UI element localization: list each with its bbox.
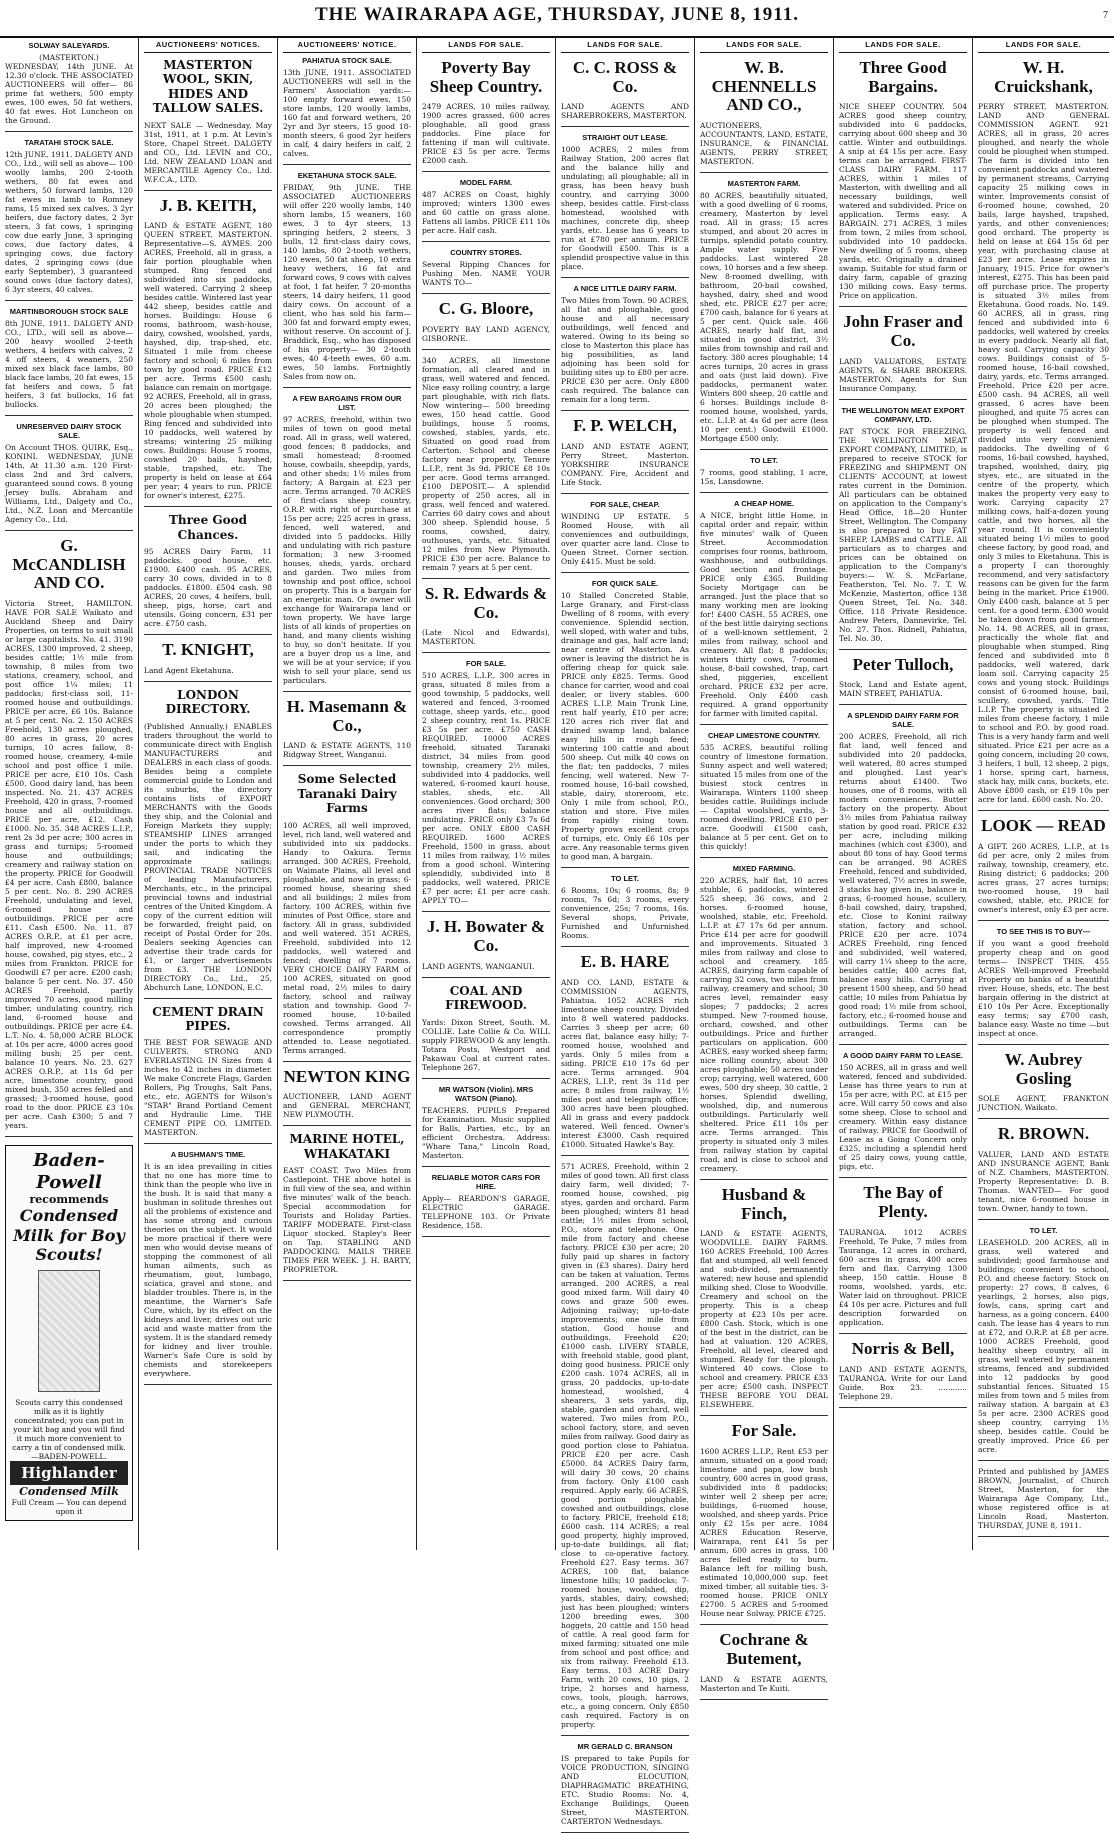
advertisement-block [144,197,272,501]
advertisement-text: NICE SHEEP COUNTRY. 504 ACRES good sheep country, subdivided into 6 paddocks, carrying about 600 sheep and 30 cattle. Winter and outbuildings. A snip at £4 15s per acre. Easy terms can be arranged. FIRST-CLASS DAIRY FARM. 117 ACRES, within 1 miles of Masterton, with dwelling and all necessary buildings, well watered and subdivided. Price on application. Terms easy. A BARGAIN. 271 ACRES, 3 miles from town, 2 miles from school, subdivided into 10 paddocks. New dwelling of 5 rooms, sheep yards, etc. Originally a drained swamp. Suitable for stud farm or dairy farm, capable of grazing 130 milking cows. Easy terms. Price on application. [839,102,967,301]
advertisement-block [144,641,272,675]
divider [144,506,272,507]
advertisement-block [700,864,828,1173]
advertisement-block [283,772,411,1054]
divider [422,1166,550,1167]
sale-heading: MR GERALD C. BRANSON [577,1741,673,1751]
advertisement-block [283,171,411,381]
advertisement-block [422,248,550,287]
advertiser-name: NEWTON KING [283,1066,411,1086]
advertisement-block [5,138,133,294]
sale-heading: TO LET. [1029,1226,1058,1236]
advertisement-block [283,56,411,158]
column-8 [973,38,1114,1550]
divider [700,1699,828,1700]
advertisement-text: 510 ACRES, L.I.P., 300 acres in grass, situated 8 miles from a good township, 5 paddocks, well watered and fenced, 3-roomed cottage, sheep yards, etc., good 2 sheep country, rent 1s. PRICE £3 5s per acre. £750 CASH REQUIRED. 10000 ACRES freehold, situated Taranaki district, 34 miles from good township, creamery 2½ miles, subdivided into 4 paddocks, well watered, 6-roomed kauri house, stables, sheds, etc. All conveniences. Good orchard; 300 acres river flats; balance undulating. PRICE only £3 7s 6d per acre. ONLY £800 CASH REQUIRED. 1600 ACRES Freehold, 1500 in grass, about 11 miles from railway, 1½ miles from a good school. Wintering splendidly, subdivided into 8 paddocks, well watered. PRICE £7 per acre; £1 per acre cash. APPLY TO— [422,671,550,906]
advertisement-block [422,1173,550,1230]
page-number: 7 [1103,10,1108,21]
column-7 [834,38,972,1550]
advertisement-text: FAT STOCK FOR FREEZING. THE WELLINGTON MEAT EXPORT COMPANY, LIMITED, is prepared to receive STOCK for FREEZING and SHIPMENT ON CLIENTS' ACCOUNT, at lowest rates current in the Dominion. All particulars can be obtained on application to the Company's Head Office, 18—20 Hunter Street, Wellington. The Company is also prepared to buy FAT SHEEP, LAMBS and CATTLE. All particulars as to charges and prices can be obtained on application to the Company's buyers:— W. S. McFarlane, Featherston, Tel. No. 7. T. W. McKenzie, Masterton, office 138 Queen Street, Tel. No. 348. Office, 118 Private Residence. Andrew Peters, Dannevirke, Tel. No. 27. Thos. Ridnell, Pahiatua, Tel. No. 30. [839,426,967,643]
advertisement-block [839,1051,967,1171]
advertisement-block [144,1005,272,1138]
divider [839,306,967,307]
advertiser-name: F. P. WELCH, [573,416,677,436]
sale-heading: STRAIGHT OUT LEASE. [582,133,668,143]
advertisement-text: 2479 ACRES, 10 miles railway, 1900 acres grassed, 600 acres ploughable, all good grass paddocks. Fine place for fattening if man will cultivate. PRICE £3 5s per acre. Terms £2000 cash. [422,102,550,166]
divider [561,946,689,947]
divider [839,1407,967,1408]
divider [144,998,272,999]
sale-heading: UNRESERVED DAIRY STOCK SALE. [16,422,122,440]
advertisement-block [561,1742,689,1826]
advertisement-block [561,59,689,120]
advertisement-block [422,659,550,905]
divider [422,911,550,912]
sale-heading: A FEW BARGAINS FROM OUR LIST. [292,394,402,412]
sale-heading: TO LET. [750,456,778,466]
divider [839,399,967,400]
advertiser-name: Poverty Bay Sheep Country. [429,58,543,96]
divider [422,349,550,350]
advertiser-name: John Fraser and Co. [843,312,963,351]
advertisement-text: 200 ACRES, Freehold, all rich flat land, well fenced and subdivided into 20 paddocks, well watered, 80 acres stumped and ploughed. Last year's returns about £1400. Two houses, one of 8 rooms, with all modern conveniences. Butter factory on the property. About 3½ miles from Pahiatua railway station by good road. PRICE £32 per acre, including milking machines (which cost £300), and about 80 tons of hay. Good terms can be arranged. 98 ACRES Freehold, fenced and subdivided, well watered, 7½ acres in swede, 3 stacks hay given in, balance in grass, 6-roomed house, scullery, 8-bail cowshed, dairy, trapshed, etc. Close to Konini railway station, factory and school. PRICE £20 per acre. 1074 ACRES Freehold, ring fenced and subdivided, well watered, will carry 1¼ sheep to the acre, besides cattle; 400 acres flat, balance easy hills. Carrying at present 1500 sheep, and 50 head cattle; 10 miles from Pahiatua by good road; 1½ mile from school, factory, etc.; 6-roomed house and outbuildings. Terms can be arranged. [839,732,967,1039]
divider [422,578,550,579]
sale-heading: THE WELLINGTON MEAT EXPORT COMPANY, LTD. [841,405,965,424]
advertiser-name: S. R. Edwards & Co. [424,584,548,622]
advertisement-text: Stock, Land and Estate agent, MAIN STREET, PAHIATUA. [839,680,967,699]
divider [561,277,689,278]
advertisement-text: 80 ACRES, beautifully situated, with a good dwelling of 6 rooms, creamery, Masterton by level road. All in grass; 15 acres stumped, and about 20 acres in turnips, splendid potato country. Ample water supply. Five paddocks. Last wintered 28 cows, 10 horses and a few sheep. New 8-roomed dwelling, with bathroom, 20-bail cowshed, hayshed, dairy, shed and wood shed, etc. PRICE £27 per acre; £700 cash, balance for 6 years at 5 per cent. Quick sale. 466 ACRES, nearly half flat, and situated in good district, 3½ miles from township and rail and factory. 380 acres ploughable; 14 acres turnips, 20 acres in grass and oats (just laid down). Five paddocks, permanent water. Winters 800 sheep, 20 cattle and 6 horses. Buildings include 8-roomed house, woolshed, yards, etc. L.I.P. at 4s 6d per acre (less 10 per cent.) Goodwill £1000. Mortgage £500 only. [700,191,828,444]
advertisement-text: LAND AGENTS AND SHAREBROKERS, MASTERTON. [561,102,689,121]
masthead [0,0,1114,38]
divider [5,131,133,132]
advertiser-name: Three Good Bargains. [859,58,947,96]
advertisement-text: PERRY STREET, MASTERTON. LAND AND GENERAL COMMISSION AGENT. 921 ACRES, all in grass, 20 acres ploughed, and nearly the whole could be ploughed when stumped. The farm is divided into ten convenient paddocks and watered by permanent streams. Carrying capacity 25 milking cows in winter. Improvements consist of 6-roomed house, cowshed, 20 bails, large hayshed, trapshed, yards, and other conveniences; good orchard. The property is held on lease at £64 15s 6d per year, with purchasing clause at £23 per acre. Lease expires in January, 1915. Price for owner's interest, £275. This has been paid off purchase price. The property is situated 3½ miles from Eketahuna. Good roads. No. 149. 60 ACRES, all in grass, ring fenced and subdivided into 6 paddocks, well watered by creeks in every paddock. Nearly all flat, heavy soil. Carrying capacity 30 cows. Buildings consist of 5-roomed house, 16-bail cowshed, dairy, yards, etc. Terms arranged. Freehold. Price £20 per acre. £500 cash. 94 ACRES, all well grassed, 6 acres have been ploughed, and quite 75 acres can be ploughed when stumped. The property is well fenced and divided into very convenient paddocks. The dwelling of 6 rooms, 16-bail cowshed, hayshed, trapshed, woolshed, dairy, pig styes, etc., are situated in the centre of the property, which makes the property very easy to work. Carrying capacity 27 milking cows, half-a-dozen young cattle, and two horses, all the year round. It is conveniently situated being 1½ miles to good cheese factory, by good road, and only 3 miles to Eketahuna. This is a property I can thoroughly recommend, and very satisfactory reasons can be given for the farm being in the market. Price £1900. Only £400 cash, balance at 5 per cent. for a good term. £300 would be taken down from good farmer. No. 14. 98 ACRES, all in grass, practically the whole flat and ploughable when stumped. Ring fenced and subdivided into 8 paddocks, well watered, dark loam soil. Carrying capacity 25 cows and young stock. Buildings consist of 6-roomed house, bail, scullery, cowshed, yards. Title L.I.P. The property is situated 2 miles from cheese factory, 1 mile to school and P.O. by good road. This is a very handy farm and well situated. Price £21 per acre as a going concern, including 20 cows, 3 heifers, 1 bull, 12 sheep, 2 pigs, 1 horse, spring cart, harness, stack hay, milk cans, buckets, etc. Above £800 cash, or £19 10s per acre for land. £600 cash. No. 20. [978,102,1109,805]
advertisement-text: (Late Nicol and Edwards), MASTERTON. [422,628,550,647]
advertisement-block [700,1186,828,1409]
advertisement-block [561,953,689,1149]
advertiser-name: C. C. ROSS & Co. [572,58,678,96]
advertisement-text: NEXT SALE — Wednesday, May 31st, 1911, at 1 p.m. At Levin's Store, Chapel Street. DALGETY and CO., Ltd. LEVIN and CO., Ltd. NEW ZEALAND LOAN and MERCANTILE Agency Co., Ltd. W.F.C.A., LTD. [144,120,272,184]
divider [561,1735,689,1736]
sale-heading: MARTINBOROUGH STOCK SALE [9,307,129,316]
advertisement-text: 7 rooms, good stabling, 1 acre, 15s, Lansdowne. [700,468,828,487]
advertisement-block [839,1340,967,1401]
advertisement-block [144,513,272,628]
divider [700,172,828,173]
advertisement-text: LAND & ESTATE AGENT, 180 QUEEN STREET, MASTERTON. Representative—S. AYMES. 200 ACRES, Freehold, all in grass, a fair portion ploughable when stumped. Ring fenced and subdivided into six paddocks, well watered. Carrying 2 sheep besides cattle. Wintered last year 442 sheep, besides cattle and horses. Buildings: House 6 rooms, bathroom, wash-house, dairy, cowshed, woolshed, yards, hayshed, dip, trap-shed, etc. Situated 1 mile from cheese factory and school; 6 miles from town by good road. PRICE £12 per acre. Terms £500 cash; balance can remain on mortgage. 92 ACRES, Freehold, all in grass, 20 acres been ploughed; the whole ploughable when stumped. Ring fenced and subdivided into 10 paddocks, well watered by streams; wintering 25 milking cows. Buildings: House 5 rooms, cowshed 20 bails, hayshed, stable, trapshed, etc. The property is held on lease at £64 per year; 4 years to run. PRICE for owner's interest, £275. [144,221,272,501]
advertisement-heading: COAL AND FIREWOOD. [445,983,527,1013]
divider [283,691,411,692]
ad-product-line: Condensed Milk for Boy Scouts! [13,1206,125,1264]
divider [700,1415,828,1416]
divider [422,171,550,172]
column-3 [278,38,416,1550]
sale-heading: RELIABLE MOTOR CARS FOR HIRE. [431,1172,541,1191]
advertisement-text: EAST COAST. Two Miles from Castlepoint. THE above hotel is in full view of the sea, and within five minutes' walk of the beach. Special accommodation for Tourists and Holiday Parties. TARIFF MODERATE. First-class Liquor stocked. Stapley's Beer on Tap. STABLING AND PADDOCKING. MAILS THREE TIMES PER WEEK. J. H. BARTY, PROPRIETOR. [283,1166,411,1275]
advertisement-text: AND CO. LAND, ESTATE & COMMISSION AGENTS, Pahiatua. 1052 ACRES rich limestone sheep country. Divided into 8 well watered paddocks. Carries 3 sheep per acre; 60 acres flat, balance easy hilly; 7-roomed house, woolshed and yards. Only 5 miles from a siding. PRICE £10 17s 6d per acre. Terms arranged. 904 ACRES, L.I.P., rent 3s 11d per acre; 8 miles from railway, 1½ miles post and telegraph office; 300 acres have been ploughed. All in grass and every paddock watered. Well fenced. Owner's interest £3000. Cash required £1000. Situated Hawke's Bay. [561,977,689,1149]
advertisement-text: AUCTIONEERS, ACCOUNTANTS, LAND, ESTATE, INSURANCE, & FINANCIAL AGENTS, PERRY STREET, MASTERTON. [700,121,828,167]
divider [561,126,689,127]
divider [839,649,967,650]
sale-heading: FOR QUICK SALE. [591,579,659,589]
advertisement-text: LAND & ESTATE AGENTS, 110 Ridgway Street, Wanganui. [283,741,411,760]
sale-heading: PAHIATUA STOCK SALE. [302,56,392,65]
advertisement-block [561,133,689,271]
advertisement-block [839,59,967,300]
advertisement-block [5,307,133,409]
divider [978,1044,1109,1045]
advertisement-text: SOLE AGENT, FRANKTON JUNCTION, Waikato. [978,1094,1109,1113]
column-6 [695,38,833,1693]
advertiser-name: W. Aubrey Gosling [1004,1050,1083,1088]
advertisement-block [422,984,550,1072]
column-1 [0,38,138,1550]
advertisement-block [839,711,967,1038]
advertisement-block [422,585,550,646]
ad-subline: recommends [29,1193,109,1207]
advertisement-text: 13th JUNE, 1911. ASSOCIATED AUCTIONEERS will sell in the Farmers' Association yards:— 100 empty forward ewes, 150 store lambs, 120 woolly lambs, 160 fat and forward wethers, 20 2yr and 3yr steers, 15 good 18-month steers, 6 good 2yr heifers in calf, 4 dairy heifers in calf, 2 calves. [283,68,411,158]
divider [700,1624,828,1625]
advertisement-text: 220 ACRES, half flat, 10 acres stubble, 6 paddocks, wintered 525 sheep, 36 cows, and 2 horses. 6-roomed house, woolshed, stable, etc. Freehold. L.I.P. at £7 17s 6d per annum. Price £14 per acre for goodwill and improvements. Situated 3 miles from railway and close to school and creamery. 185 ACRES, dairying farm capable of carrying 32 cows, two miles from railway, creamery and school; 30 acres level, remainder easy slopes; 7 paddocks; 2 acres stumped. New 7-roomed house, orchard, cowshed, and other outbuildings. Price and further particulars on application. 600 ACRES, easy worked sheep farm; nice rolling country, about 300 acres ploughable; 50 acres under crop; carrying, well watered, 600 ewes, 500 dry sheep, 30 cattle, 2 horses. Splendid dwelling, woolshed, dip, and numerous outbuildings. Particularly well sheltered. Price £11 10s per acre. Terms arranged. This property is situated only 3 miles from railway station by capital road, and is close to school and creamery. [700,876,828,1174]
advertisement-block [5,537,133,1130]
advertisement-block [978,1125,1109,1213]
advertisement-text: It is an idea prevailing in cities that no one has more time to think than the people who live in the bush. It is said that many a bushman in solitude threshes out all the problems of existence and has some strong and curious theories on the subject. It would be more practical if there were men who would devise means of stopping the commonest of all human ailments, such as rheumatism, gout, lumbago, sciatica, gravel and stone, and bladder troubles. There is, in the meantime, the Warner's Safe Cure, which, by its effect on the kidneys and liver, drives out uric acid and waste matter from the system. It is the standard remedy for kidney and liver trouble. Warner's Safe Cure is sold by chemists and storekeepers everywhere. [144,1162,272,1379]
advertisement-text: 100 ACRES, all well improved, level, rich land, well watered and subdivided into six paddocks. Handy to Oakura. Terms arranged. 300 ACRES, Freehold, on Waimate Plains, all level and ploughable, and now in grass; 6-roomed house, shearing shed and all buildings; 2 miles from factory. 100 ACRES, within five minutes of Post Office, store and factory. All in grass, subdivided and well watered. 351 ACRES, Freehold, subdivided into 12 paddocks, well watered and fenced; dwelling of 7 rooms. VERY CHOICE DAIRY FARM of 100 ACRES, situated on good metal road, 2½ miles to dairy factory, school and railway station and township. Good 7-roomed house, 10-bailed cowshed. Terms arranged. All correspondence promptly attended to. Lease negotiated. Terms arranged. [283,820,411,1055]
advertisement-block [5,422,133,524]
advertisement-block [144,58,272,184]
advertisement-text: 571 ACRES, Freehold, within 2 miles of good town. All first class dairy farm, well divided; 7-roomed house, cowshed, pig styes, garden and orchard. Farm been ploughed; winters 81 head cattle; 1½ miles from school, P.O., store and telephone. One mile from factory and cheese factory. PRICE £30 per acre; 20 fully paid up shares in factory given in (£3 shares). Dairy herd can be taken at valuation. Terms arranged. 200 ACRES, a real good mixed farm. Will dairy 40 cows and graze 500 ewes. Adjoining railway; up-to-date improvements; one mile from station. Good house and outbuildings. Freehold £20; £1000 cash. LIVERY STABLE, with freehold stable, good plant, doing good business. PRICE only £200 cash. 1074 ACRES, all in grass, 20 paddocks, up-to-date homestead, woolshed, 4 shearers, 3 sets yards, dip, stable, garden and orchard, well watered. Two miles from P.O., school factory, store, and seven miles from railway. Good dairy as good portion close to Pahiatua. PRICE £20 per acre. Cash £5000. 84 ACRES Dairy farm, will dairy 30 cows, 20 chains from factory. Only £100 cash required. Apply early. 66 ACRES, good portion ploughable, cowshed and outbuildings, close to factory. PRICE, freehold £18; £600 cash. 114 ACRES; a real good property, highly improved, up-to-date buildings, all flat; close to co-operative factory. Freehold £27. Easy terms. 367 ACRES, 100 flat, balance limestone hills; 10 paddocks; 7-roomed house, woolshed, dip, yards, stables, dairy, cowshed; just has been ploughed; winters 1200 breeding ewes, 300 hoggets, 20 cattle and 150 head of cattle. A real good farm for mixed farming; situated one mile from school and post office; and six from railway. Freehold £13. Easy terms. 103 ACRE Dairy Farm, with 20 cows, 10 pigs, 2 tripe, 2 horses and harness, cows, tools, plough, harrows, etc., a going concern. Only £850 cash required. Factory is on property. [561,1161,689,1729]
divider [283,387,411,388]
advertisement-text: A GIFT. 260 ACRES, L.I.P., at 1s 6d per acre, only 2 miles from railway, township, creamery, etc. Rising district; 6 paddocks; 200 acres grass, 27 acres turnips; two-roomed house, 19 bail cowshed, stable, etc. PRICE for owner's interest, only £3 per acre. [978,842,1110,915]
divider [5,1136,133,1137]
advertisement-block [561,874,689,940]
advertisement-block [283,698,411,759]
divider [839,1044,967,1045]
divider [422,977,550,978]
advertisement-block [561,284,689,404]
advertisement-block [422,356,550,572]
advertisement-block [700,731,828,851]
ad-headline: Baden-Powell [33,1150,105,1193]
advertiser-name: LOOK — READ [981,816,1106,836]
advertisement-block [978,817,1109,914]
advertisement-text: 12th JUNE, 1911. DALGETY AND CO., Ltd., will sell as above— 100 woolly lambs, 200 2-tooth wethers, 80 fat ewes and wethers, 50 forward lambs, 120 fat ewes in lamb to Romney rams, 15 mixed sex calves, 3 2yr heifers, due factory dates, 2 3yr steers, 3 fat cows, 1 springing cow due early June, 3 springing cows, due factory dates, 4 springing cows, due factory dates, 2 springing cows (due early September), 3 guaranteed sound cows (due factory dates), 6 3yr steers, 40 calves. [5,150,133,294]
advertisement-block [5,41,133,125]
advertisement-text: POVERTY BAY LAND AGENCY, GISBORNE. [422,325,550,344]
divider [422,293,550,294]
advertisement-block [978,59,1109,804]
sale-subheading: (MASTERTON.) [39,53,99,62]
column-heading: AUCTIONEERS' NOTICE. [283,38,411,53]
advertisement-text: (Published Annually.) ENABLES traders throughout the world to communicate direct with English MANUFACTURERS and DEALERS in each class of goods. Besides being a complete commercial guide to London and its suburbs, the directory contains lists of EXPORT MERCHANTS with the Goods they ship, and the Colonial and Foreign Markets they supply; STEAMSHIP LINES arranged under the ports to which they sail, and indicating the approximate sailings; PROVINCIAL TRADE NOTICES of leading Manufacturers, Merchants, etc., in the principal provincial towns and industrial centres of the United Kingdom. A copy of the current edition will be forwarded, freight paid, on receipt of Postal Order for 20s. Dealers seeking Agencies can advertise their trade cards for £1, or larger advertisements from £3. THE LONDON DIRECTORY Co., Ltd., 25, Abchurch Lane, LONDON, E.C. [144,721,272,992]
divider [700,492,828,493]
advertisement-text: LEASEHOLD. 200 ACRES, all in grass, well watered and subdivided; good farmhouse and buildings; convenient to school, P.O. and cheese factory. Stock on property: 27 cows, 8 calves, 6 yearlings, 2 horses, also pigs, fowls, cans, spring cart and harness, as a going concern. £400 cash. The lease has 4 years to run at £72, and O.R.P. at £8 per acre. 1000 ACRES Freehold, good healthy sheep country, all in grass, well watered by permanent streams, fenced and subdivided into 12 paddocks by good substantial fences. Situated 15 miles from town and 5 miles from railway station. A bargain at £3 5s per acre. 2300 ACRES good sheep country, carrying 1½ sheep, besides cattle. Could be greatly improved. Price £6 per acre. [978,1238,1109,1455]
sale-heading: A CHEAP HOME. [733,499,794,509]
advertisement-text: LAND AND ESTATE AGENTS, TAURANGA. Write for our Land Guide. Box 23. ............ Telephone 29. [839,1364,967,1401]
advertisement-text: FRIDAY, 9th JUNE. THE ASSOCIATED AUCTIONEERS will offer 220 woolly lambs, 140 shorn lambs, 15 weaners, 160 ewes, 3 to 4yr steers, 13 springing heifers, 2 steers, 3 bulls, 12 first-class dairy cows, 140 lambs, 80 2-tooth wethers, 120 ewes, 50 fat sheep, 10 extra heavy wethers, 16 fat and forward cows, 9 cows with calves at foot, 1 fat heifer, 7 20-months steers, 14 dairy heifers, 11 good dairy cows. On account of a client, who has sold his farm— 300 fat and forward empty ewes, without reserve. On account of J. Braddick, Esq., who has disposed of his property— 30 2-tooth ewes, 40 4-teeth ewes, 60 a.m. ewes, 50 lambs. Fortnightly Sales from now on. [283,183,411,381]
sale-heading: TO LET. [611,874,639,884]
ad-brand-product: Condensed Milk [19,1485,119,1498]
masthead-title: THE WAIRARAPA AGE, THURSDAY, JUNE 8, 1911. [314,4,800,25]
advertisement-text: 97 ACRES, freehold, within two miles of town on good metal road. All in grass, well watered, good fences; 8 paddocks, and small homestead; 8-roomed house, cowbails, sheepdip, yards, and other sheds; 1½ miles from factory; A Bargain at £23 per acre. Terms arranged. 70 ACRES of first-class sheep country, O.R.P. with right of purchase at 15s per acre; 225 acres in grass, fenced, well watered, and divided into 5 paddocks. Hilly and undulating with rich pasture formation; 3 new 3-roomed houses, sheds, yards, orchard and garden. Two miles from township and post office, school on property. This is a bargain for an energetic man. Or owner will exchange for Wairarapa land or town property. We have large lists of all kinds of properties on hand, and many clients wishing to buy, so don't hesitate. If you are a buyer drop us a line, and we will be at your service; if you wish to sell your place, send us particulars. [283,415,411,685]
advertisement-block [839,656,967,699]
divider [978,810,1109,811]
advertisement-text: 340 ACRES, all limestone formation, all cleared and in grass, well watered and fenced. Nice easy rolling country, a large part ploughable, with rich flats. Now wintering— 500 breeding ewes, 150 head cattle. Good buildings, house 5 rooms, cowshed, stables, yards, etc. Situated on good road from Carterton. School and cheese factory near property. Tenure L.I.P., rent 3s 9d. PRICE £8 10s per acre. Good terms arranged. £100 DEPOSIT.— A splendid property of 250 acres, all in grass, well fenced and watered. Carries 60 dairy cows and about 300 sheep. Splendid house, 5 rooms, cowshed, dairy, outhouses, yards, etc. Situated 12 miles from New Plymouth. PRICE £30 per acre. Balance to remain 7 years at 5 per cent. [422,356,550,573]
divider [144,681,272,682]
advertisement-heading: MASTERTON WOOL, SKIN, HIDES AND TALLOW SALES. [152,58,264,116]
column-5 [556,38,694,1826]
advertisement-text: A NICE, bright little Home, in capital order and repair, within five minutes' walk of Queen Street. Accommodation comprises four rooms, bathroom, washhouse, and outbuildings. Good section and frontage. PRICE only £365. Building Society Mortgage can be arranged. Just the place that so many working men are looking for! £400 CASH. 55 ACRES, one of the best little dairying sections of a well-known settlement, 2 miles from railway, school and creamery. All flat; 8 paddocks; winters thirty cows, 7-roomed house, 8-bail cowshed, trap, cart shed, piggeries, excellent orchard. PRICE £32 per acre. Freehold. Only £400 cash required. A grand opportunity for farmer with limited capital. [700,511,828,719]
sale-heading: EKETAHUNA STOCK SALE. [297,171,397,180]
advertiser-name: Cochrane & Butement, [719,1630,809,1668]
ad-brand-name: Highlander [10,1461,128,1485]
column-heading: LANDS FOR SALE. [839,38,967,53]
divider [283,164,411,165]
divider [839,704,967,705]
advertiser-name: T. KNIGHT, [162,640,254,660]
advertisement-text: Several Ripping Chances for Pushing Men. NAME YOUR WANTS TO— [422,260,550,288]
advertisement-text: 8th JUNE, 1911. DALGETY AND CO., LTD., will sell as above— 200 heavy woolled 2-teeth wethers, 4 heifers with calves, 2 4 off steers, 4 weaners, 250 mixed sex black face lambs, 80 black face lambs, 20 fat ewes, 15 fat heifers and cows, 5 fat heifers, 3 fat bullocks, 16 fat bullocks. [5,319,133,409]
sale-heading: A SPLENDID DAIRY FARM FOR SALE. [847,711,959,730]
advertisement-block [561,579,689,861]
ad-tagline: Full Cream — You can depend upon it [11,1498,127,1517]
boy-scout-illustration [38,1270,100,1392]
advertisement-block [422,59,550,165]
advertisement-text: LAND AND ESTATE AGENT, Perry Street, Masterton. YORKSHIRE INSURANCE COMPANY. Fire, Accident and Life Stock. [561,442,689,488]
advertisement-block [700,59,828,166]
advertisement-text: Two Miles from Town. 90 ACRES, all flat and ploughable, good house and all necessary outbuildings, well fenced and watered. Owing to its being so close to Masterton this place has big possibilities, as land adjoining has been sold for building sites up to £80 per acre. PRICE £30 per acre. Only £800 cash required. The balance can remain for a long term. [561,296,689,405]
advertisement-text: Yards: Dixon Street, South. M. COLLIE. Late Collie & Co. WILL supply FIREWOOD & any length. Totara Posts, Westport and Pakawau Coal at current rates. Telephone 267. [422,1017,550,1072]
advertisement-text: AUCTIONEER, LAND AGENT and GENERAL MERCHANT, NEW PLYMOUTH. [283,1092,411,1120]
sale-heading: MASTERTON FARM. [727,179,801,189]
divider [5,530,133,531]
divider [283,1061,411,1062]
divider [839,1177,967,1178]
advertisement-block [700,179,828,443]
advertisement-block [561,500,689,566]
advertisement-text: LAND & ESTATE AGENTS, Masterton and Te Kuiti. [700,1674,828,1693]
advertiser-name: Husband & Finch, [721,1185,807,1223]
column-heading: LANDS FOR SALE. [978,38,1109,53]
advertisement-block [422,918,550,970]
advertiser-name: The Bay of Plenty. [863,1183,943,1222]
divider [978,1460,1109,1461]
advertisement-block [978,1226,1109,1454]
advertisement-text: LAND AGENTS, WANGANUI. [422,961,535,971]
advertisement-text: TEACHERS. PUPILS Prepared for Examination. Music supplied for Balls, Parties, etc., by an efficient Orchestra. Address: "Whare Tana," Lincoln Road, Masterton. [422,1105,550,1160]
divider [422,241,550,242]
advertisement-block [422,300,550,343]
advertiser-name: H. Masemann & Co., [286,697,408,735]
advertiser-name: E. B. HARE [580,952,670,972]
advertisement-text: Printed and published by JAMES BROWN, Journalist, of Church Street, Masterton, for the Wairarapa Age Company, Ltd., whose registered office is at Lincoln Road, Masterton. THURSDAY, JUNE 8, 1911. [978,1467,1109,1531]
sale-heading: MR WATSON (Violin). MRS WATSON (Piano). [438,1084,534,1103]
advertisement-heading: LONDON DIRECTORY. [165,687,251,717]
sale-heading: MODEL FARM. [459,178,513,188]
column-4 [417,38,555,1550]
advertisement-block [144,1150,272,1378]
advertisement-text: 10 Stalled Concreted Stable, Large Granary, and First-class Dwelling of 8 rooms, with every convenience. Splendid section, well sloped, with water and tubs, drainage and gas, half acre land; near centre of Masterton. As owner is leaving the district he is offering cheap for quick sale. PRICE only £825. Terms. Good chance for carrier, wood and coal dealer, or livery stables. 600 ACRES L.I.P. Main Trunk Line, rent half yearly, £10 per acre; 120 acres rich river flat and drained swamp land, balance easy hills in rough feed; wintering 100 cattle and about 500 sheep. Cut milk 40 cows on the flat; ten paddocks, 7 miles fencing, well watered. New 7-roomed house, 16-bail cowshed, stable, dairy, storeroom, etc. Only 1 mile from school, P.O., station and store. Five miles from rapidly rising town. Property grows excellent crops of turnips, etc. Only £6 10s per acre. Any reasonable terms given to good man. A bargain. [561,591,689,862]
advertisement-block [700,1631,828,1692]
advertisement-block [978,1051,1109,1112]
divider [700,1179,828,1180]
sale-heading: SOLWAY SALEYARDS. [28,41,110,50]
column-heading: LANDS FOR SALE. [422,38,550,53]
column-heading: LANDS FOR SALE. [561,38,689,53]
divider [283,1280,411,1281]
divider [5,300,133,301]
column-heading: AUCTIONEERS' NOTICES. [144,38,272,53]
divider [978,920,1109,921]
sale-heading: TARATAHI STOCK SALE. [24,138,114,147]
advertisement-text: 6 Rooms, 10s; 6 rooms, 8s; 9 rooms, 7s 6d; 3 rooms, every convenience, 25s; 7 rooms, 16s. Several shops, Private, Furnished and Unfurnished Rooms. [561,886,689,941]
divider [283,765,411,766]
divider [561,1155,689,1156]
advertisement-block [283,1132,411,1274]
advertisement-block [561,1162,689,1729]
sale-heading: CHEAP LIMESTONE COUNTRY. [708,731,820,741]
advertisement-text: Apply— REARDON'S GARAGE, ELECTRIC GARAGE. TELEPHONE 103. Or Private Residence, 158. [422,1193,550,1230]
advertiser-name: J. B. KEITH, [159,195,257,215]
advertisement-text: If you want a good freehold property cheap and on good terms— INSPECT THIS. 455 ACRES Well-improved Freehold Property on banks of a beautiful river. House, sheds, etc. The best bargain offering in the district at £10 10s Per Acre. Exceptionally easy terms; say £700 cash, balance easy. Waste no time —but inspect at once. [978,939,1109,1039]
advertisement-heading: CEMENT DRAIN PIPES. [152,1004,264,1033]
advertiser-name: For Sale. [731,1421,797,1441]
advertisement-heading: Three Good Chances. [168,513,248,542]
advertisement-text: IS prepared to take Pupils for VOICE PRODUCTION, SINGING AND ELOCUTION, DIAPHRAGMATIC BREATHING, ETC. Studio Rooms: No. 4, Exchange Buildings, Queen Street, MASTERTON. CARTERTON Wednesdays. [561,1753,689,1826]
divider [144,1384,272,1385]
divider [144,634,272,635]
advertisement-text: WINDING UP ESTATE. 5 Roomed House, with all conveniences and outbuildings, over quarter acre land. Close to Queen Street. Corner section. Only £415. Must be sold. [561,512,689,567]
divider [978,1536,1109,1537]
advertisement-text: VALUER, LAND AND ESTATE AND INSURANCE AGENT, Bank of N.Z. Chambers, MASTERTON. Property Representative: D. B. Thomas. WANTED— For good tenant, nice 6-roomed house in town. Owner, handy to town. [978,1150,1109,1214]
divider [700,724,828,725]
advertiser-name: Peter Tulloch, [852,654,954,674]
divider [283,1125,411,1126]
divider [144,1143,272,1144]
advertisement-block [561,417,689,487]
divider [144,190,272,191]
sale-heading: A BUSHMAN'S TIME. [170,1150,246,1160]
condensed-milk-advertisement [5,1145,133,1521]
advertisement-block [839,1184,967,1326]
sale-heading: FOR SALE. [465,659,506,669]
advertisement-block [700,499,828,718]
advertisement-block [144,688,272,992]
advertisement-text: Land Agent Eketahuna. [144,665,234,675]
advertiser-name: W. H. Cruickshank, [994,58,1093,96]
advertisement-heading: MARINE HOTEL, WHAKATAKI [289,1132,405,1161]
sale-heading: A NICE LITTLE DAIRY FARM. [573,284,677,294]
advertisement-text: WEDNESDAY, 14th JUNE. At 12.30 o'clock. THE ASSOCIATED AUCTIONEERS will offer— 86 prime fat wethers, 500 empty ewes, 100 ewes, 50 fat wethers, 40 fat ewes. Hot Luncheon on the Ground. [5,62,133,125]
ad-small-text: Scouts carry this condensed milk as it is lightly concentrated; you can put in your kit bag and you will find it much more convenient to carry a tin of condensed milk. —BADEN-POWELL. [12,1398,126,1461]
advertisement-text: Victoria Street, HAMILTON. HAVE FOR SALE Waikato and Auckland Sheep and Dairy Properties, on terms to suit small or large capitalists. No. 41. 3190 ACRES, 1300 improved, 2 sheep, besides cattle; 1½ mile from township, 8 miles from two stations, creamery, school, and post office 1¼ miles; 11 paddocks; first-class soil, 11-roomed house and outbuildings. PRICE per acre, £6 10s. Balance at 5 per cent. No. 2. 150 ACRES Freehold, 130 acres ploughed, 80 acres in grass, 20 acres turnips, 10 acres fallow, 8-roomed house, creamery, 4-mile school and post office 1 mile. PRICE per acre, £10 10s. Cash £500. Good dairy land, has been inspected. No. 21. 437 ACRES Freehold, 420 in grass, 7-roomed house and all outbuildings. PRICE per acre, £12. Cash £1000. No. 35. 348 ACRES L.I.P., rent 2s 3d per acre; 300 acres in grass and turnips; 5-roomed house and outbuildings; creamery and railway station on the property. PRICE for Goodwill £4 per acre. Cash £800, balance 5 per cent. No. 8. 290 ACRES Freehold, undulating and level, 6-roomed house and outbuildings. PRICE per acre £11. Cash £500. No. 11. 87 ACRES O.R.P., at £1 per acre, half improved, new 4-roomed house, cowshed, pig styes, etc., 2 miles from Frankton. PRICE for Goodwill £7 per acre. £200 cash; balance 5 per cent. No. 37. 450 ACRES Freehold, partly improved 70 acres, good milling timber, undulating country, rich land, 6-roomed house and outbuildings. PRICE per acre £4. L.T. No. 4. 58,000 ACRE BLOCK at 10s per acre, 4000 acres good milling bush; 25 per cent. balance 10 years. No. 23. 627 ACRES O.R.P., at 11s 6d per acre, limestone country, good mixed bush, 350 acres felled and grassed; 3-roomed house, good road to the door. PRICE £3 10s per acre. Cash £300; 5 and 7 years. [5,599,133,1131]
advertisement-block [422,1085,550,1160]
advertisement-block [700,456,828,486]
divider [561,410,689,411]
advertisement-text: 150 ACRES, all in grass and well watered, fenced and subdivided. Lease has three years to run at 15s per acre, with P.C. at £15 per acre. Will carry 50 cows and also some sheep. Close to school and creamery. Within easy distance of railway. PRICE for Goodwill of Lease as a Going Concern only £325, including a splendid herd of 25 dairy cows, young cattle, pigs, etc. [839,1063,967,1172]
advertisement-block [283,1068,411,1120]
sale-heading: TO SEE THIS IS TO BUY— [996,927,1091,937]
advertiser-name: Norris & Bell, [851,1338,955,1358]
advertisement-block [422,178,550,235]
advertisement-text: 95 ACRES Dairy Farm, 11 paddocks, good house, etc. £1900. £400 cash. 95 ACRES, carry 30 cows, divided in to 8 paddocks. £1800. £504 cash. 98 ACRES, 20 cows, 4 heifers, bull, sheep, pigs, horse, cart and utensils. Going concern, £31 per acre. £750 cash. [144,547,272,629]
sale-heading: A GOOD DAIRY FARM TO LEASE. [842,1051,963,1061]
advertisement-text: TAURANGA. 1012 ACRES Freehold, Te Puke, 7 miles from Tauranga, 12 acres in orchard, 600 acres in grass, 400 acres fern and flax. Carrying 1300 sheep, 150 cattle. House 8 rooms, woolshed, yards, etc. Water laid on throughout. PRICE £4 10s per acre. Pictures and full description forwarded on application. [839,1227,967,1327]
advertisement-text: LAND VALUATORS, ESTATE AGENTS, & SHARE BROKERS. MASTERTON. Agents for Sun Insurance Company. [839,356,967,393]
divider [700,449,828,450]
advertisement-text: 1600 ACRES L.I.P., Rent £53 per annum, situated on a good road; limestone and papa, low bush country, 600 acres in good grass, subdivided into 8 paddocks; winter well 2 sheep per acre; buildings, 6-roomed house, woolshed, and sheep yards. Price only £2 15s per acre. 1084 ACRES Education Reserve, Wairarapa, rent £41 5s per annum, 600 acres in grass, 100 acres felled ready to burn. Balance left for milling bush, estimated 10,000,000 sup. feet mixed timber, all suitable ties. 3-roomed house. PRICE ONLY £2700. 5 ACRES and 5-roomed House near Solway. PRICE £725. [700,1447,828,1619]
divider [561,572,689,573]
divider [700,857,828,858]
divider [422,1236,550,1237]
advertiser-name: J. H. Bowater & Co. [426,917,546,956]
advertisement-block [978,1467,1109,1530]
advertisement-text: LAND & ESTATE AGENTS, WOODVILLE. DAIRY FARMS. 160 ACRES Freehold, 100 Acres flat and stumped, all well fenced and sub-divided, permanently watered; new house and splendid milking shed. Close to Woodville. Creamery and school on the property. This is a cheap property at £23 10s per acre. £800 Cash. Stock, which is one of the best in the district, can be had at valuation. 120 ACRES, Freehold, all level, cleared and stumped. Ready for the plough. Wintered 40 cows. Close to school and creamery. PRICE £33 per acre; £500 cash. INSPECT THESE BEFORE YOU DEAL ELSEWHERE. [700,1229,828,1410]
divider [561,867,689,868]
column-2 [139,38,277,1550]
divider [422,1078,550,1079]
advertiser-name: W. B. CHENNELLS AND CO., [711,58,817,115]
advertisement-block [700,1422,828,1618]
sale-heading: COUNTRY STORES. [450,248,522,258]
advertisement-text: On Account THOS. QUIRK, Esq., KONINI. WEDNESDAY, JUNE 14th, At 11.30 a.m. 120 First-class 2nd and 3rd calvers, guaranteed sound cows. 8 young Jersey bulls. Abraham and Williams, Ltd., Dalgety and Co., Ltd., N.Z. Loan and Mercantile Agency Co., Ltd. [5,443,133,524]
advertisement-text: THE BEST FOR SEWAGE AND CULVERTS. STRONG AND EVERLASTING. IN Sizes from 4 inches to 42 inches in diameter. We make Concrete Flags, Garden Rollers, Pig Troughs, Salt Pans, etc., etc. AGENTS for Wilson's "STAR" Brand Portland Cement and Hydraulic Lime. THE CEMENT PIPE CO. LIMITED. MASTERTON. [144,1038,272,1138]
sale-heading: MIXED FARMING. [732,864,796,874]
advertiser-name: C. G. Bloore, [438,299,534,319]
divider [422,652,550,653]
divider [5,415,133,416]
advertisement-block [839,406,967,643]
column-heading: LANDS FOR SALE. [700,38,828,53]
divider [561,493,689,494]
advertisement-block [283,394,411,685]
advertisement-text: 535 ACRES, beautiful rolling country of limestone formation. Sunny aspect and well watered; situated 15 miles from one of the busiest stock centres in Wairarapa. Winters 1100 sheep besides cattle. Buildings include— Capital woolshed, yards, 3-roomed dwelling. PRICE £10 per acre. Goodwill £1500 cash, balance at 5 per cent. Get on to this quickly! [700,743,828,852]
divider [839,1333,967,1334]
sale-heading: FOR SALE, CHEAP. [590,500,660,510]
advertisement-heading: Some Selected Taranaki Dairy Farms [297,772,397,816]
advertisement-text: 487 ACRES on Coast, highly improved; winters 1300 ewes and 60 cattle on grass alone. Fattens all lambs. PRICE £11 10s per acre. Half cash. [422,190,550,236]
advertisement-block [978,927,1109,1038]
divider [978,1219,1109,1220]
advertiser-name: R. BROWN. [997,1124,1090,1144]
divider [978,1118,1109,1119]
advertisement-text: 1000 ACRES, 2 miles from Railway Station, 200 acres flat and the balance hilly and undulating; all ploughable; all in grass, has been heavy bush country, and carrying 3000 sheep, besides cattle. First-class homestead, woolshed with machines, concrete dip, sheep yards, etc. Lease has 6 years to run at £780 per annum. PRICE for Goodwill £500. This is a splendid prospective value in this place. [561,145,689,272]
advertisement-block [839,313,967,392]
advertiser-name: G. McCANDLISH AND CO. [12,536,126,593]
